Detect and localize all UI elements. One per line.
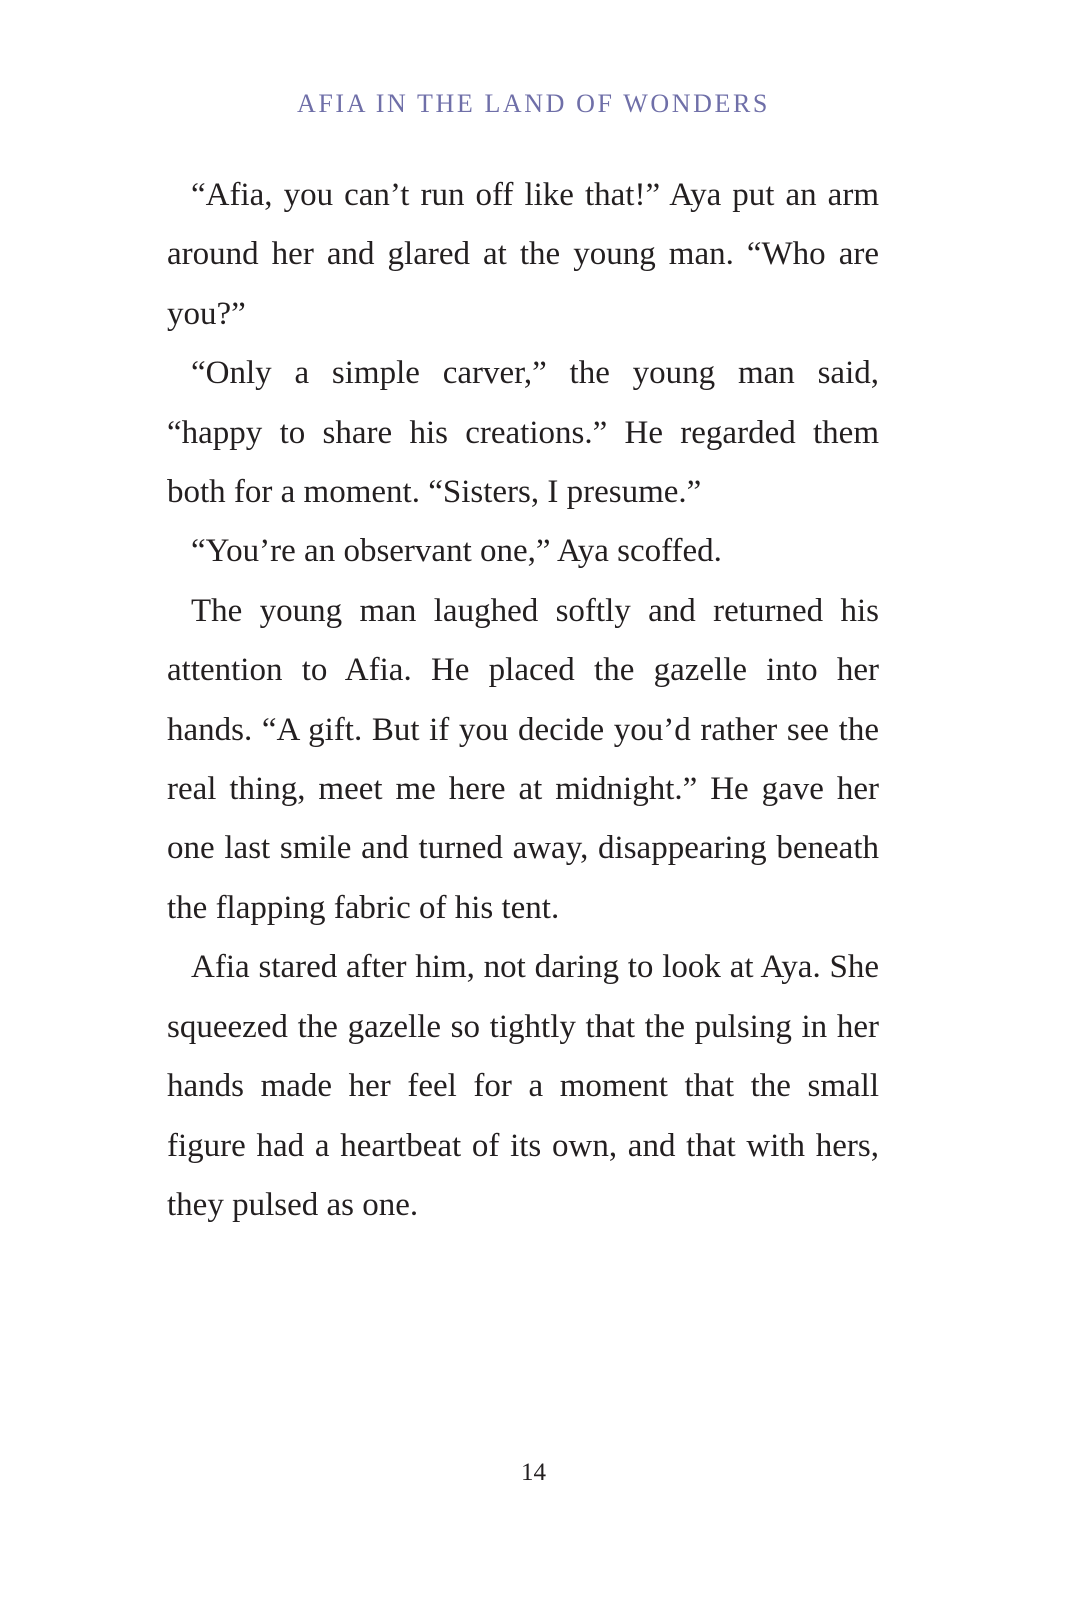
page-number: 14	[521, 1459, 546, 1486]
paragraph: The young man laughed softly and returned his attention to Afia. He placed the gazelle into her hands. “A gift. But if you decide you’d rather see the real thing, meet me here at midnight.” He gave her one last smile and turned away, disappearing beneath the flapping fabric of his tent.	[167, 592, 879, 926]
body-text	[167, 166, 879, 1235]
paragraph: “You’re an observant one,” Aya scoffed.	[191, 533, 722, 570]
paragraph: “Afia, you can’t run off like that!” Aya put an arm around her and glared at the young man. “Who are you?”	[167, 177, 879, 332]
running-head: AFIA IN THE LAND OF WONDERS	[297, 89, 770, 118]
paragraph: Afia stared after him, not daring to look at Aya. She squeezed the gazelle so tightly that the pulsing in her hands made her feel for a moment that the small figure had a heartbeat of its own, and that with hers, they pulsed as one.	[167, 949, 879, 1223]
paragraph: “Only a simple carver,” the young man said, “happy to share his creations.” He regarded them both for a moment. “Sisters, I presume.”	[167, 355, 879, 511]
